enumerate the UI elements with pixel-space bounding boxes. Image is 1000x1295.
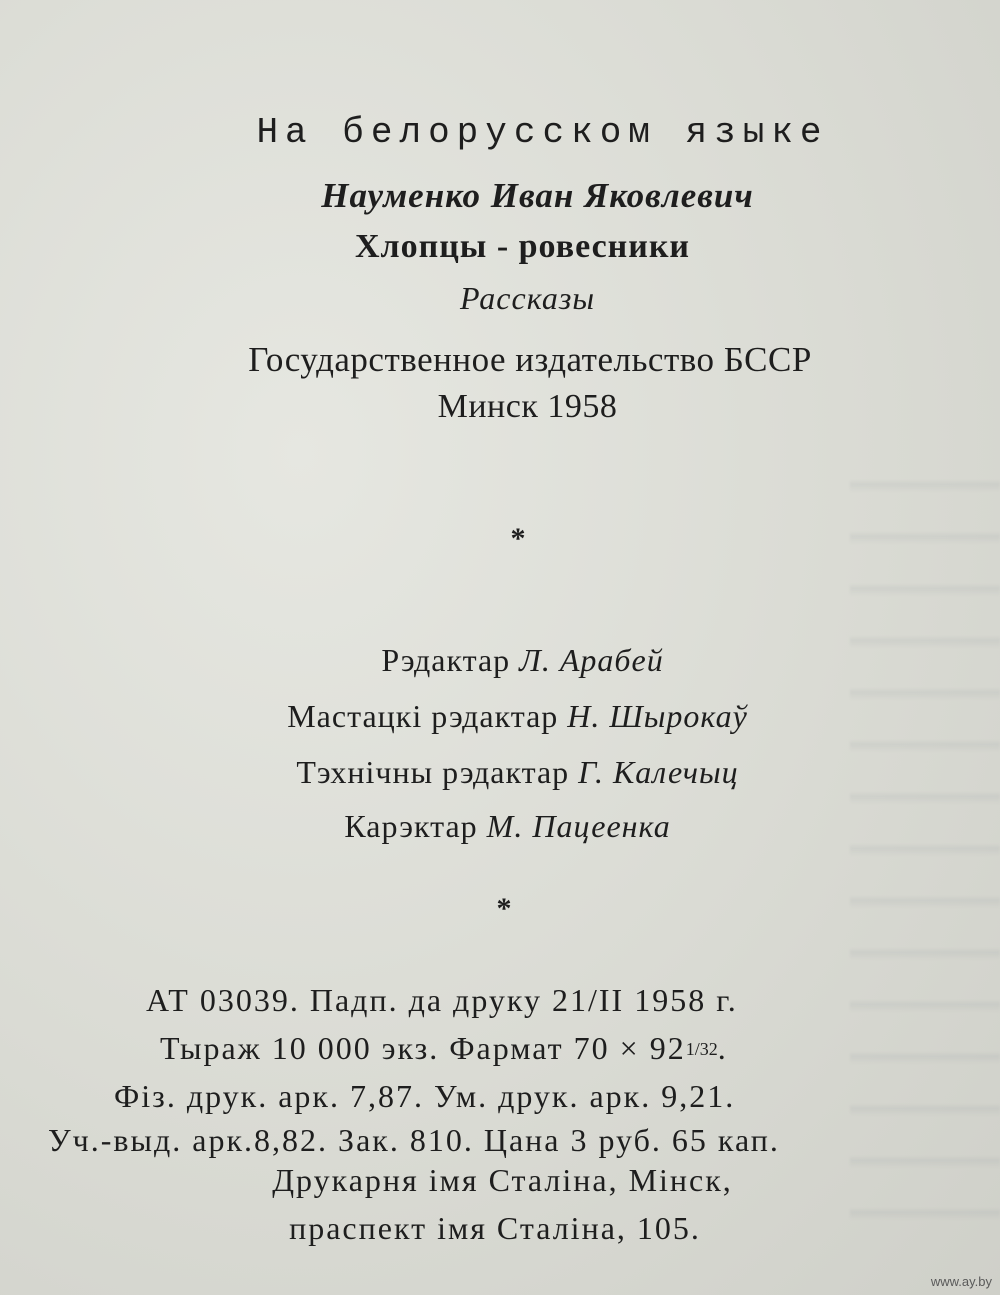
language-note: На белорусском языке [256,112,829,153]
credit-name: М. Пацеенка [486,808,671,844]
credit-role: Тэхнічны рэдактар [296,754,570,790]
author-name: Науменко Иван Яковлевич [321,176,754,215]
credit-role: Рэдактар [381,642,511,678]
credit-art-editor [0,698,1000,735]
credit-name: Л. Арабей [519,642,664,678]
book-title: Хлопцы - ровесники [354,228,691,265]
imprint-end: . [717,1030,728,1066]
imprint-format: Тыраж 10 000 экз. Фармат 70 × 92 [160,1030,686,1066]
credit-tech-editor [0,754,1000,791]
publisher: Государственное издательство БССР [248,340,812,379]
printing-address: праспект імя Сталіна, 105. [289,1210,701,1246]
printing-house: Друкарня імя Сталіна, Мінск, [272,1162,733,1198]
place-year: Минск 1958 [437,388,618,425]
credit-name: Н. Шырокаў [567,698,748,734]
credit-role: Карэктар [344,808,478,844]
book-genre: Рассказы [459,280,596,316]
format-fraction: 1/32 [685,1039,718,1059]
credit-proofreader [0,808,1000,845]
imprint-line-1: АТ 03039. Падп. да друку 21/II 1958 г. [146,982,738,1018]
credit-name: Г. Калечыц [578,754,739,790]
credit-role: Мастацкі рэдактар [287,698,559,734]
imprint-line-4: Уч.-выд. арк.8,82. Зак. 810. Цана 3 руб. 65 кап. [48,1122,780,1158]
watermark: www.ay.by [930,1274,992,1289]
imprint-line-3: Фіз. друк. арк. 7,87. Ум. друк. арк. 9,21. [114,1078,736,1114]
separator-star: * [510,522,526,555]
imprint-line-2 [160,1030,728,1067]
credit-editor [0,642,1000,679]
separator-star: * [496,892,512,925]
